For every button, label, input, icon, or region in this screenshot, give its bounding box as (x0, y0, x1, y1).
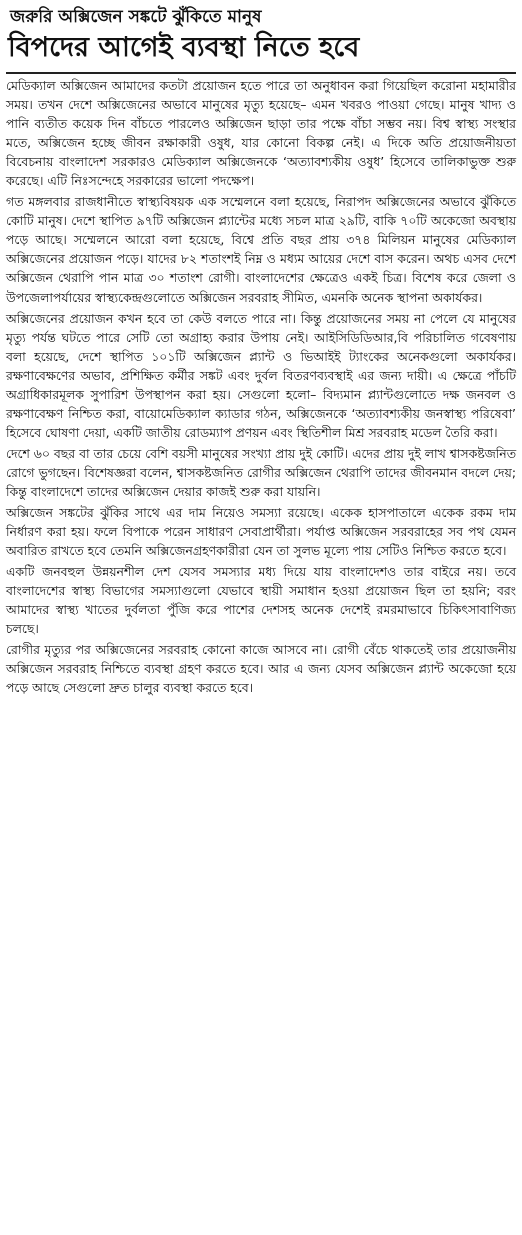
article-paragraph: রোগীর মৃত্যুর পর অক্সিজেনের সরবরাহ কোনো কাজে আসবে না। রোগী বেঁচে থাকতেই তার প্রয়োজনীয় অক্সিজেন সরবরাহ নিশ্চিতে ব্যবস্থা গ্রহণ করতে হবে। আর এ জন্য যেসব অক্সিজেন প্ল্যান্ট অকেজো হয়ে পড়ে আছে সেগুলো দ্রুত চালুর ব্যবস্থা করতে হবে। (6, 642, 516, 696)
article-paragraph: গত মঙ্গলবার রাজধানীতে স্বাস্থ্যবিষয়ক এক সম্মেলনে বলা হয়েছে, নিরাপদ অক্সিজেনের অভাবে ঝুঁকিতে কোটি মানুষ। দেশে স্থাপিত ৯৭টি অক্সিজেন প্ল্যান্টের মধ্যে সচল মাত্র ২৯টি, বাকি ৭০টি অকেজো অবস্থায় পড়ে আছে। সম্মেলনে আরো বলা হয়েছে, বিশ্বে প্রতি বছর প্রায় ৩৭৪ মিলিয়ন মানুষের মেডিক্যাল অক্সিজেনের প্রয়োজন পড়ে। যাদের ৮২ শতাংশই নিম্ন ও মধ্যম আয়ের দেশে বাস করেন। অথচ এসব দেশে অক্সিজেন থেরাপি পান মাত্র ৩০ শতাংশ রোগী। বাংলাদেশের ক্ষেত্রেও একই চিত্র। বিশেষ করে জেলা ও উপজেলাপর্যায়ের স্বাস্থ্যকেন্দ্রগুলোতে অক্সিজেন সরবরাহ সীমিত, এমনকি অনেক স্থাপনা অকার্যকর। (6, 194, 516, 305)
article-body (6, 76, 516, 698)
article-paragraph: মেডিক্যাল অক্সিজেন আমাদের কতটা প্রয়োজন হতে পারে তা অনুধাবন করা গিয়েছিল করোনা মহামারীর সময়। তখন দেশে অক্সিজেনের অভাবে মানুষের মৃত্যু হয়েছে– এমন খবরও পাওয়া গেছে। মানুষ খাদ্য ও পানি ব্যতীত কয়েক দিন বাঁচতে পারলেও অক্সিজেন ছাড়া তার পক্ষে বাঁচা সম্ভব নয়। বিশ্ব স্বাস্থ্য সংস্থার মতে, অক্সিজেন হচ্ছে জীবন রক্ষাকারী ওষুধ, যার কোনো বিকল্প নেই। এ দিকে অতি প্রয়োজনীয়তা বিবেচনায় বাংলাদেশ সরকারও মেডিক্যাল অক্সিজেনকে ‘অত্যাবশ্যকীয় ওষুধ’ হিসেবে তালিকাভুক্ত শুরু করেছে। এটি নিঃসন্দেহে সরকারের ভালো পদক্ষেপ। (6, 78, 516, 189)
headline-divider (6, 72, 516, 74)
article-kicker: জরুরি অক্সিজেন সঙ্কটে ঝুঁকিতে মানুষ (10, 7, 262, 27)
article-paragraph: একটি জনবহুল উন্নয়নশীল দেশ যেসব সমস্যার মধ্য দিয়ে যায় বাংলাদেশও তার বাইরে নয়। তবে বাংলাদেশের স্বাস্থ্য বিভাগের সমস্যাগুলো যেভাবে স্থায়ী সমাধান হওয়া প্রয়োজন ছিল তা হয়নি; বরং আমাদের স্বাস্থ্য খাতের দুর্বলতা পুঁজি করে পাশের দেশসহ অনেক দেশেই রমরমাভাবে চিকিৎসাবাণিজ্য চলছে। (6, 564, 516, 637)
article-paragraph: দেশে ৬০ বছর বা তার চেয়ে বেশি বয়সী মানুষের সংখ্যা প্রায় দুই কোটি। এদের প্রায় দুই লাখ শ্বাসকষ্টজনিত রোগে ভুগছেন। বিশেষজ্ঞরা বলেন, শ্বাসকষ্টজনিত রোগীর অক্সিজেন থেরাপি তাদের জীবনমান বদলে দেয়; কিন্তু বাংলাদেশে তাদের অক্সিজেন দেয়ার কাজই শুরু করা যায়নি। (6, 445, 516, 499)
article-paragraph: অক্সিজেন সঙ্কটের ঝুঁকির সাথে এর দাম নিয়েও সমস্যা রয়েছে। একেক হাসপাতালে একেক রকম দাম নির্ধারণ করা হয়। ফলে বিপাকে পরেন সাধারণ সেবাপ্রার্থীরা। পর্যাপ্ত অক্সিজেন সরবরাহের সব পথ যেমন অবারিত রাখতে হবে তেমনি অক্সিজেনগ্রহণকারীরা যেন তা সুলভ মূল্যে পায় সেটিও নিশ্চিত করতে হবে। (6, 505, 516, 559)
article-paragraph: অক্সিজেনের প্রয়োজন কখন হবে তা কেউ বলতে পারে না। কিন্তু প্রয়োজনের সময় না পেলে যে মানুষের মৃত্যু পর্যন্ত ঘটতে পারে সেটি তো অগ্রাহ্য করার উপায় নেই। আইসিডিডিআর,বি পরিচালিত গবেষণায় বলা হয়েছে, দেশে স্থাপিত ১০১টি অক্সিজেন প্ল্যান্ট ও ভিআইই ট্যাংকের অনেকগুলো অকার্যকর। রক্ষণাবেক্ষণের অভাব, প্রশিক্ষিত কর্মীর সঙ্কট এবং দুর্বল বিতরণব্যবস্থাই এর জন্য দায়ী। এ ক্ষেত্রে পাঁচটি অগ্রাধিকারমূলক সুপারিশ উপস্থাপন করা হয়। সেগুলো হলো– বিদ্যমান প্ল্যান্টগুলোতে দক্ষ জনবল ও রক্ষণাবেক্ষণ নিশ্চিত করা, বায়োমেডিক্যাল ক্যাডার গঠন, অক্সিজেনকে ‘অত্যাবশ্যকীয় জনস্বাস্থ্য পরিষেবা’ হিসেবে ঘোষণা দেয়া, একটি জাতীয় রোডম্যাপ প্রণয়ন এবং স্থিতিশীল মিশ্র সরবরাহ মডেল তৈরি করা। (6, 310, 516, 440)
article-headline: বিপদের আগেই ব্যবস্থা নিতে হবে (8, 32, 360, 63)
